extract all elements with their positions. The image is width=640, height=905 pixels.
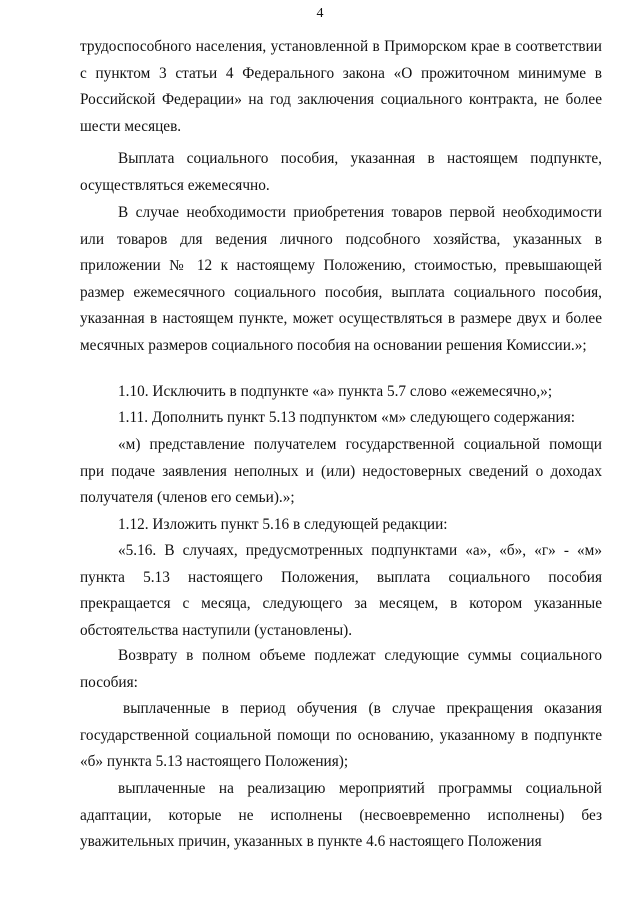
page-number: 4 [316,6,324,21]
paragraph-training-period: выплаченные в период обучения (в случае прекращения оказания государственной социальной помощи по основанию, указанному в подпункте «б» пункта 5.13 настоящего Положения); [80,700,602,770]
paragraph-subitem-m: «м) представление получателем государственной социальной помощи при подаче заявления неполных и (или) недостоверных сведений о доходах получателя (членов его семьи).»; [80,436,602,506]
paragraph-income-subsistence: трудоспособного населения, установленной в Приморском крае в соответствии с пунктом 3 статьи 4 Федерального закона «О прожиточном минимуме в Российской Федерации» на год заключения социального контракта, не более шести месяцев. [80,38,602,135]
paragraph-1-12: 1.12. Изложить пункт 5.16 в следующей редакции: [118,516,448,533]
paragraph-1-11: 1.11. Дополнить пункт 5.13 подпунктом «м» следующего содержания: [118,409,576,426]
paragraph-1-10: 1.10. Исключить в подпункте «а» пункта 5.7 слово «ежемесячно,»; [118,383,553,400]
paragraph-5-16: «5.16. В случаях, предусмотренных подпунктами «а», «б», «г» - «м» пункта 5.13 настоящего Положения, выплата социального пособия прекращается с месяца, следующего за месяцем, в котором указанные обстоятельства наступили (установлены). [80,542,602,639]
paragraph-adaptation-program: выплаченные на реализацию мероприятий программы социальной адаптации, которые не исполнены (несвоевременно исполнены) без уважительных причин, указанных в пункте 4.6 настоящего Положения [80,780,602,850]
paragraph-goods-purchase: В случае необходимости приобретения товаров первой необходимости или товаров для ведения личного подсобного хозяйства, указанных в приложении № 12 к настоящему Положению, стоимостью, превышающей размер ежемесячного социального пособия, выплата социального пособия, указанная в настоящем пункте, может осуществляться в размере двух и более месячных размеров социального пособия на основании решения Комиссии.»; [80,204,602,354]
paragraph-refund: Возврату в полном объеме подлежат следующие суммы социального пособия: [80,647,602,691]
paragraph-monthly-payment: Выплата социального пособия, указанная в настоящем подпункте, осуществляться ежемесячно. [80,150,602,194]
